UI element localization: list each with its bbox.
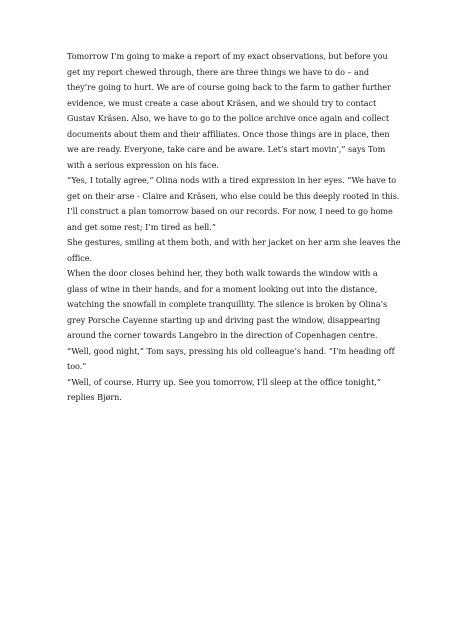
text-line: get my report chewed through, there are three things we have to do – and	[67, 66, 370, 77]
text-line: evidence, we must create a case about Kräsen, and we should try to contact	[67, 97, 377, 108]
text-line: Tomorrow I’m going to make a report of my exact observations, but before you	[67, 51, 388, 61]
text-line: too.”	[67, 361, 87, 371]
text-line: documents about them and their affiliates. Once those things are in place, then	[67, 128, 390, 139]
text-line: with a serious expression on his face.	[67, 159, 219, 170]
text-line: glass of wine in their hands, and for a moment looking out into the distance,	[67, 283, 378, 294]
text-line: “Well, of course. Hurry up. See you tomorrow, I’ll sleep at the office tonight,”	[67, 376, 381, 387]
text-line: When the door closes behind her, they both walk towards the window with a	[67, 268, 378, 278]
text-line: Gustav Kräsen. Also, we have to go to the police archive once again and collect	[67, 113, 390, 123]
text-line: “Well, good night,” Tom says, pressing his old colleague’s hand. “I’m heading off	[67, 345, 395, 356]
text-line: they’re going to hurt. We are of course going back to the farm to gather further	[67, 82, 391, 92]
text-line: around the corner towards Langebro in the direction of Copenhagen centre.	[67, 330, 378, 340]
body-text	[67, 49, 401, 406]
text-line: grey Porsche Cayenne starting up and driving past the window, disappearing	[67, 314, 381, 325]
text-line: and get some rest; I’m tired as hell.”	[67, 221, 216, 232]
text-line: replies Bjørn.	[67, 392, 122, 402]
text-line: we are ready. Everyone, take care and be aware. Let’s start movin’,” says Tom	[67, 144, 386, 154]
text-line: watching the snowfall in complete tranquillity. The silence is broken by Olina’s	[67, 299, 388, 309]
text-line: She gestures, smiling at them both, and with her jacket on her arm she leaves the	[67, 237, 401, 247]
text-line: “Yes, I totally agree,” Olina nods with a tired expression in her eyes. “We have to	[67, 175, 397, 185]
text-line: get on their arse - Claire and Kräsen, who else could be this deeply rooted in this.	[67, 190, 400, 201]
text-line: I’ll construct a plan tomorrow based on our records. For now, I need to go home	[67, 206, 393, 216]
text-line: office.	[67, 252, 92, 263]
